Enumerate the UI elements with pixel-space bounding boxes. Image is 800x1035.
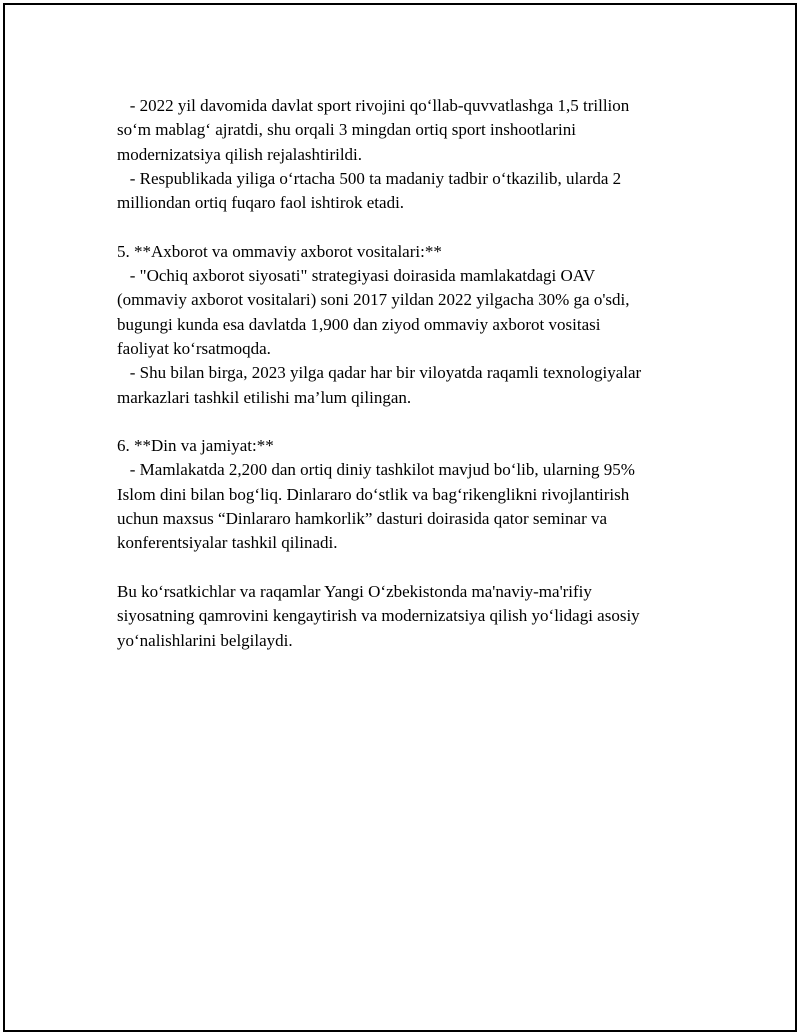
text-line: so‘m mablag‘ ajratdi, shu orqali 3 mingdan ortiq sport inshootlarini: [117, 120, 576, 140]
document-body: [117, 94, 697, 653]
section-heading: 5. **Axborot va ommaviy axborot vositalari:**: [117, 241, 442, 261]
text-line: konferentsiyalar tashkil qilinadi.: [117, 533, 338, 553]
paragraph-conclusion: [117, 580, 697, 653]
text-line: milliondan ortiq fuqaro faol ishtirok etadi.: [117, 193, 405, 213]
text-line: Bu ko‘rsatkichlar va raqamlar Yangi O‘zbekistonda ma'naviy-ma'rifiy: [117, 581, 592, 601]
text-line: markazlari tashkil etilishi ma’lum qilingan.: [117, 387, 412, 407]
paragraph-gap: [117, 410, 697, 434]
text-line: - Shu bilan birga, 2023 yilga qadar har bir viloyatda raqamli texnologiyalar: [117, 363, 642, 383]
text-line: - 2022 yil davomida davlat sport rivojini qo‘llab-quvvatlashga 1,5 trillion: [117, 96, 630, 115]
text-line: Islom dini bilan bog‘liq. Dinlararo do‘stlik va bag‘rikenglikni rivojlantirish: [117, 484, 630, 504]
text-line: bugungi kunda esa davlatda 1,900 dan ziyod ommaviy axborot vositasi: [117, 314, 601, 334]
paragraph-sport-culture: [117, 94, 697, 215]
paragraph-gap: [117, 556, 697, 580]
text-line: (ommaviy axborot vositalari) soni 2017 yildan 2022 yilgacha 30% ga o'sdi,: [117, 290, 630, 310]
text-line: faoliyat ko‘rsatmoqda.: [117, 338, 271, 358]
text-line: uchun maxsus “Dinlararo hamkorlik” dasturi doirasida qator seminar va: [117, 509, 608, 529]
text-line: yo‘nalishlarini belgilaydi.: [117, 630, 293, 650]
paragraph-gap: [117, 215, 697, 239]
section-religion: [117, 434, 697, 555]
text-line: modernizatsiya qilish rejalashtirildi.: [117, 144, 363, 164]
text-line: - Respublikada yiliga o‘rtacha 500 ta madaniy tadbir o‘tkazilib, ularda 2: [117, 168, 622, 188]
text-line: siyosatning qamrovini kengaytirish va modernizatsiya qilish yo‘lidagi asosiy: [117, 606, 640, 626]
section-heading: 6. **Din va jamiyat:**: [117, 436, 274, 456]
section-media: [117, 240, 697, 410]
text-line: - "Ochiq axborot siyosati" strategiyasi doirasida mamlakatdagi OAV: [117, 266, 596, 286]
text-line: - Mamlakatda 2,200 dan ortiq diniy tashkilot mavjud bo‘lib, ularning 95%: [117, 460, 635, 480]
